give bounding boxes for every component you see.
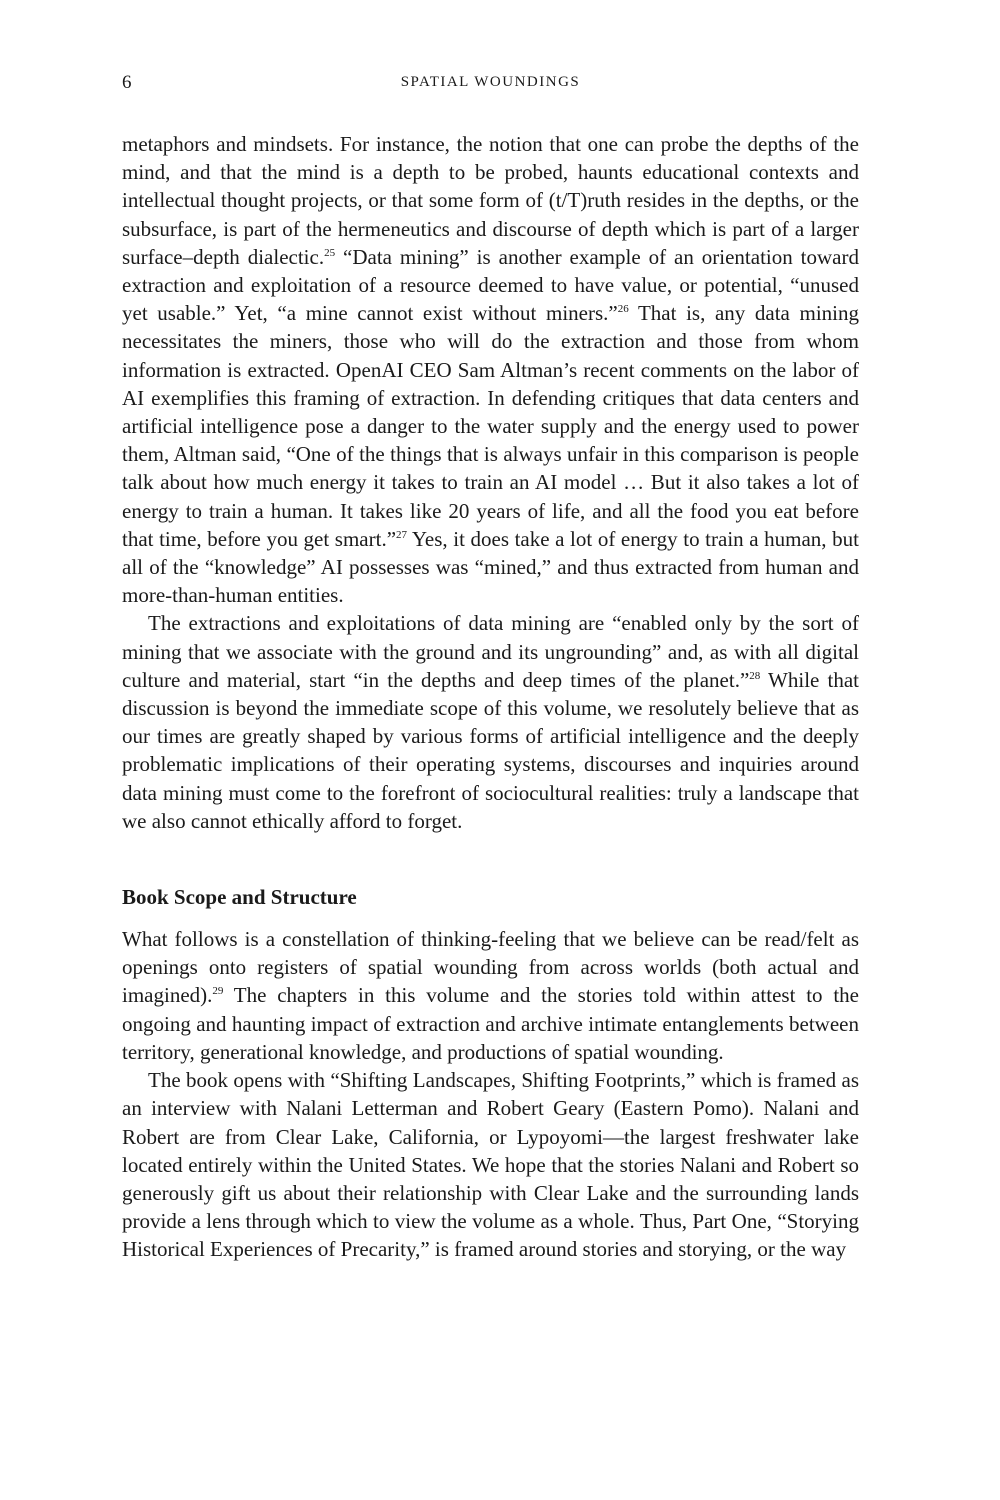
body-text: [122, 130, 859, 1264]
text-run: “Data mining” is another example of an orientation toward extraction and exploitation of a resource deemed to have value, or potential, “unused yet usable.” Yet, “a mine cannot exist without miners.”: [122, 244, 859, 326]
text-run: That is, any data mining necessitates the miners, those who will do the extraction and those from whom information is extracted. OpenAI CEO Sam Altman’s recent comments on the labor of AI exemplifies this framing of extraction. In defending critiques that data centers and artificial intelligence pose a danger to the water supply and the energy used to power them, Altman said, “One of the things that is always unfair in this comparison is people talk about how much energy it takes to train an AI model … But it also takes a lot of energy to train a human. It takes like 20 years of life, and all the food you eat before that time, before you get smart.”: [122, 301, 859, 551]
page-header: [122, 72, 859, 96]
text-run: The extractions and exploitations of data mining are “enabled only by the sort of mining that we associate with the ground and its ungrounding” and, as with all digital culture and material, start “in the depths and deep times of the planet.”: [122, 611, 859, 692]
paragraph: [122, 609, 859, 835]
paragraph: [122, 925, 859, 1066]
footnote-marker: 28: [749, 669, 761, 682]
footnote-marker: 27: [396, 528, 408, 541]
footnote-marker: 26: [617, 303, 629, 316]
paragraph: [122, 130, 859, 609]
page-number: 6: [122, 72, 132, 93]
text-run: metaphors and mindsets. For instance, the notion that one can probe the depths of the mind, and that the mind is a depth to be probed, haunts educational contexts and intellectual thought projects, or that some form of (t/T)ruth resides in the depths, or the subsurface, is part of the hermeneutics and discourse of depth which is part of a larger surface–depth dialectic.: [122, 132, 859, 269]
text-run: Yes, it does take a lot of energy to train a human, but all of the “knowledge” AI possesses was “mined,” and thus extracted from human and more-than-human entities.: [122, 526, 859, 608]
text-run: The chapters in this volume and the stories told within attest to the ongoing and haunting impact of extraction and archive intimate entanglements between territory, generational knowledge, and productions of spatial wounding.: [122, 983, 859, 1064]
text-run: The book opens with “Shifting Landscapes, Shifting Footprints,” which is framed as an interview with Nalani Letterman and Robert Geary (Eastern Pomo). Nalani and Robert are from Clear Lake, California, or Lypoyomi—the largest freshwater lake located entirely within the United States. We hope that the stories Nalani and Robert so generously gift us about their relationship with Clear Lake and the surrounding lands provide a lens through which to view the volume as a whole. Thus, Part One, “Storying Historical Experiences of Precarity,” is framed around stories and storying, or the way: [122, 1068, 859, 1262]
section-heading: Book Scope and Structure: [122, 885, 357, 910]
running-head: SPATIAL WOUNDINGS: [400, 74, 581, 90]
text-run: What follows is a constellation of thinking-feeling that we believe can be read/felt as openings onto registers of spatial wounding from across worlds (both actual and imagined).: [122, 927, 859, 1008]
paragraph: [122, 1066, 859, 1263]
footnote-marker: 29: [212, 985, 224, 998]
text-run: While that discussion is beyond the immediate scope of this volume, we resolutely believe that as our times are greatly shaped by various forms of artificial intelligence and the deeply problematic implications of their operating systems, discourses and inquiries around data mining must come to the forefront of sociocultural realities: truly a landscape that we also cannot ethically afford to forget.: [122, 667, 860, 833]
footnote-marker: 25: [324, 246, 336, 259]
